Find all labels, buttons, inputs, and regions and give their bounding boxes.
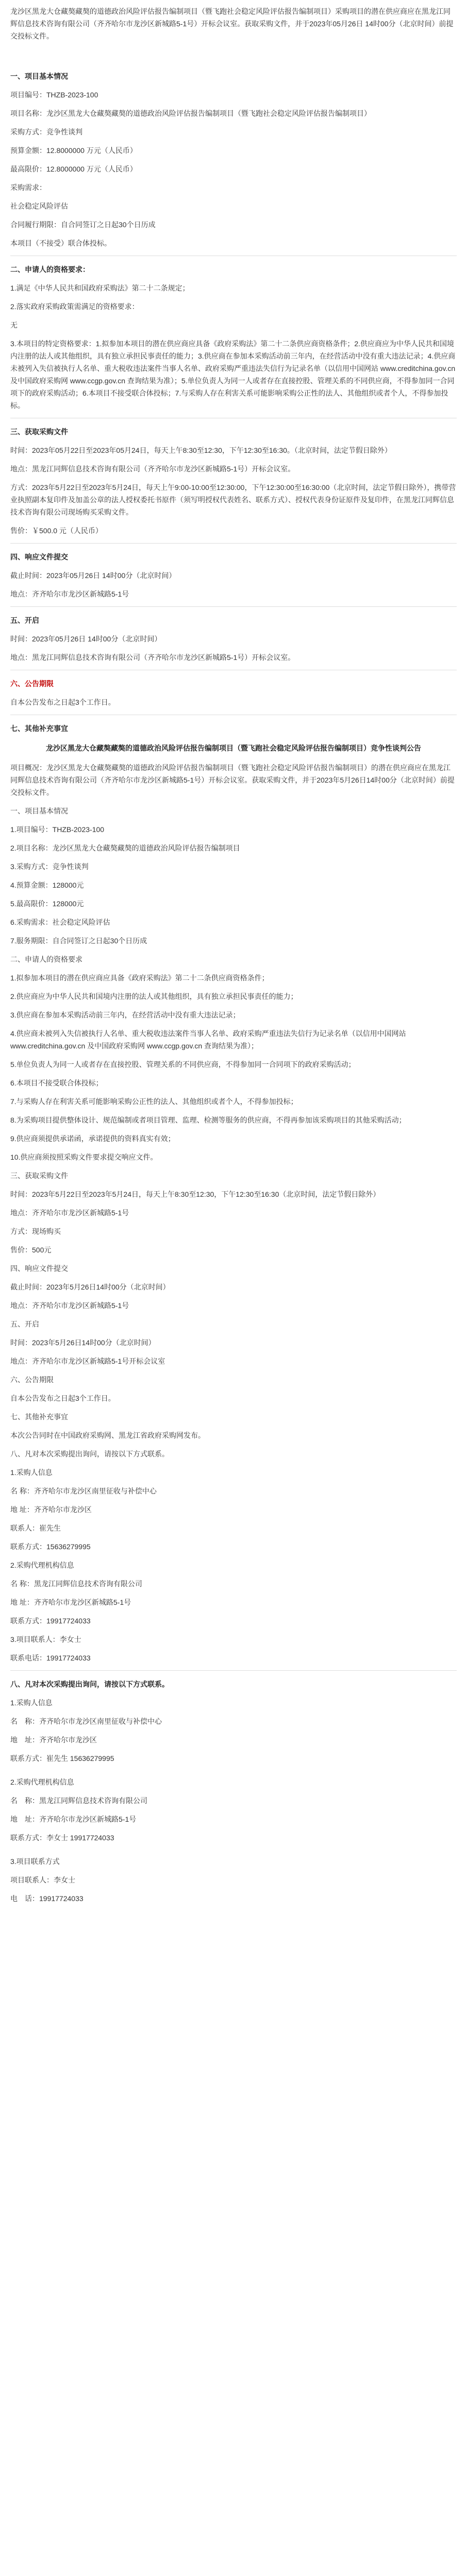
section-title: 二、申请人的资格要求：	[10, 265, 90, 274]
supplement-line: 7.服务期限：自合同签订之日起30个日历成	[10, 937, 147, 945]
section-title: 五、开启	[10, 616, 39, 624]
opening-time: 时间：2023年05月26日 14时00分（北京时间）	[10, 635, 162, 643]
section-contact	[10, 1678, 457, 1905]
section-title: 八、凡对本次采购提出询问，请按以下方式联系。	[10, 1680, 169, 1688]
supplement-line: 3.项目联系人：李女士	[10, 1635, 81, 1643]
purchaser-address: 地 址：齐齐哈尔市龙沙区	[10, 1736, 97, 1744]
divider	[10, 543, 457, 544]
opening-location: 地点：黑龙江同辉信息技术咨询有限公司（齐齐哈尔市龙沙区新城路5-1号）开标会议室。	[10, 653, 295, 662]
intro-paragraph: 龙沙区黑龙大仓藏獒藏獒的道德政治风险评估报告编制项目（暨飞跑社会稳定风险评估报告编制项目）采购项目的潜在供应商应在黑龙江同辉信息技术咨询有限公司（齐齐哈尔市龙沙区新城路5-1号）开标会议室。获取采购文件，并于2023年05月26日 14时00分（北京时间）前提交投标文件。	[10, 7, 454, 40]
qualification-item: 2.落实政府采购政策需满足的资格要求：	[10, 302, 139, 311]
project-contact: 项目联系人：李女士	[10, 1876, 75, 1884]
agency-address: 地 址：齐齐哈尔市龙沙区新城路5-1号	[10, 1815, 137, 1823]
supplement-line: 6.本项目不接受联合体投标；	[10, 1079, 103, 1087]
section-qualifications	[10, 263, 457, 412]
supplement-body	[10, 761, 457, 1664]
supplement-line: 4.预算金额：128000元	[10, 881, 84, 889]
project-phone: 电 话：19917724033	[10, 1894, 84, 1903]
agency-heading: 2.采购代理机构信息	[10, 1778, 74, 1786]
document-title: 龙沙区黑龙大仓藏獒藏獒的道德政治风险评估报告编制项目（暨飞跑社会稳定风险评估报告编制项目）竞争性谈判公告	[46, 744, 421, 752]
supplement-line: 六、公告期限	[10, 1376, 54, 1384]
section-submission	[10, 551, 457, 600]
supplement-line: 方式：现场购买	[10, 1227, 61, 1235]
supplement-line: 时间：2023年5月26日14时00分（北京时间）	[10, 1338, 156, 1347]
obtain-price: 售价：￥500.0 元（人民币）	[10, 527, 103, 535]
supplement-line: 地点：齐齐哈尔市龙沙区新城路5-1号开标会议室	[10, 1357, 165, 1365]
supplement-line: 售价：500元	[10, 1246, 52, 1254]
supplement-line: 5.最高限价：128000元	[10, 900, 84, 908]
supplement-line: 一、项目基本情况	[10, 807, 68, 815]
price-ceiling: 最高限价：12.8000000 万元（人民币）	[10, 165, 137, 173]
procurement-needs-label: 采购需求：	[10, 183, 46, 192]
supplement-line: 七、其他补充事宜	[10, 1413, 68, 1421]
supplement-line: 2.采购代理机构信息	[10, 1561, 74, 1569]
supplement-line: 10.供应商须按照采购文件要求提交响应文件。	[10, 1153, 158, 1161]
consortium-note: 本项目（不接受）联合体投标。	[10, 239, 111, 247]
section-title: 四、响应文件提交	[10, 553, 68, 561]
divider	[10, 1670, 457, 1671]
submission-location: 地点：齐齐哈尔市龙沙区新城路5-1号	[10, 590, 129, 598]
supplement-line: 4.供应商未被列入失信被执行人名单、重大税收违法案件当事人名单、政府采购严重违法失信行为记录名单（以信用中国网站 www.creditchina.gov.cn 及中国政府采购网 www.ccgp.gov.cn 查询结果为准）；	[10, 1029, 406, 1050]
purchaser-name: 名 称：齐齐哈尔市龙沙区南里征收与补偿中心	[10, 1717, 162, 1725]
supplement-line: 1.拟参加本项目的潜在供应商应具备《政府采购法》第二十二条供应商资格条件；	[10, 974, 269, 982]
supplement-line: 1.项目编号：THZB-2023-100	[10, 825, 105, 834]
project-name: 项目名称：龙沙区黑龙大仓藏獒藏獒的道德政治风险评估报告编制项目（暨飞跑社会稳定风险评估报告编制项目）	[10, 109, 371, 117]
supplement-line: 5.单位负责人为同一人或者存在直接控股、管理关系的不同供应商，不得参加同一合同项下的政府采购活动；	[10, 1060, 356, 1069]
section-title: 三、获取采购文件	[10, 428, 68, 436]
obtain-time: 时间：2023年05月22日至2023年05月24日，每天上午8:30至12:30，下午12:30至16:30。（北京时间，法定节假日除外）	[10, 446, 392, 454]
procurement-needs: 社会稳定风险评估	[10, 202, 68, 210]
supplement-line: 联系人：崔先生	[10, 1524, 61, 1532]
supplement-line: 五、开启	[10, 1320, 39, 1328]
section-opening	[10, 614, 457, 664]
section-title: 七、其他补充事宜	[10, 724, 68, 733]
supplement-line: 时间：2023年5月22日至2023年5月24日，每天上午8:30至12:30，下午12:30至16:30（北京时间，法定节假日除外）	[10, 1190, 380, 1198]
project-number: 项目编号：THZB-2023-100	[10, 91, 98, 99]
supplement-line: 3.采购方式：竞争性谈判	[10, 862, 89, 871]
budget-amount: 预算金额：12.8000000 万元（人民币）	[10, 146, 137, 155]
supplement-line: 截止时间：2023年5月26日14时00分（北京时间）	[10, 1283, 170, 1291]
obtain-location: 地点：黑龙江同辉信息技术咨询有限公司（齐齐哈尔市龙沙区新城路5-1号）开标会议室。	[10, 465, 295, 473]
supplement-line: 1.采购人信息	[10, 1468, 53, 1477]
section-obtain-documents	[10, 426, 457, 537]
supplement-line: 地 址：齐齐哈尔市龙沙区新城路5-1号	[10, 1598, 131, 1606]
supplement-line: 自本公告发布之日起3个工作日。	[10, 1394, 115, 1402]
supplement-line: 6.采购需求：社会稳定风险评估	[10, 918, 110, 926]
contract-period: 合同履行期限：自合同签订之日起30个日历成	[10, 221, 156, 229]
supplement-line: 地点：齐齐哈尔市龙沙区新城路5-1号	[10, 1209, 129, 1217]
submission-deadline: 截止时间：2023年05月26日 14时00分（北京时间）	[10, 571, 176, 580]
agency-phone: 联系方式：李女士 19917724033	[10, 1834, 114, 1842]
purchaser-heading: 1.采购人信息	[10, 1699, 53, 1707]
supplement-line: 八、凡对本次采购提出询问，请按以下方式联系。	[10, 1450, 169, 1458]
supplement-line: 8.为采购项目提供整体设计、规范编制或者项目管理、监理、检测等服务的供应商，不得再参加该采购项目的其他采购活动；	[10, 1116, 406, 1124]
supplement-line: 地点：齐齐哈尔市龙沙区新城路5-1号	[10, 1301, 129, 1310]
qualification-item: 1.满足《中华人民共和国政府采购法》第二十二条规定；	[10, 284, 190, 292]
procurement-method: 采购方式：竞争性谈判	[10, 128, 82, 136]
qualification-item: 3.本项目的特定资格要求：1.拟参加本项目的潜在供应商应具备《政府采购法》第二十二条供应商资格条件；2.供应商应为中华人民共和国境内注册的法人或其他组织，具有独立承担民事责任的能力；3.供应商在参加本采购活动前三年内，在经营活动中没有重大违法记录；4.供应商未被列入失信被执行人名单、重大税收违法案件当事人名单、政府采购严重违法失信行为记录名单（以信用中国网站 www.creditchina.gov.cn 及中国政府采购网 www.ccgp.gov.cn 查询结果为准）；5.单位负责人为同一人或者存在直接控股、管理关系的不同供应商，不得参加同一合同项下的政府采购活动；6.本项目不接受联合体投标；7.与采购人存在利害关系可能影响采购公正性的法人、其他组织或者个人，不得参加投标。	[10, 340, 456, 410]
agency-name: 名 称：黑龙江同辉信息技术咨询有限公司	[10, 1797, 147, 1805]
section-title: 六、公告期限	[10, 680, 54, 688]
qualification-item: 无	[10, 321, 18, 329]
announcement-period: 自本公告发布之日起3个工作日。	[10, 698, 115, 706]
supplement-line: 本次公告同时在中国政府采购网、黑龙江省政府采购网发布。	[10, 1431, 205, 1439]
section-announcement-period	[10, 677, 457, 708]
supplement-line: 联系方式：19917724033	[10, 1617, 91, 1625]
supplement-line: 名 称：齐齐哈尔市龙沙区南里征收与补偿中心	[10, 1487, 157, 1495]
supplement-line: 名 称：黑龙江同辉信息技术咨询有限公司	[10, 1580, 142, 1588]
supplement-line: 三、获取采购文件	[10, 1172, 68, 1180]
supplement-line: 2.项目名称：龙沙区黑龙大仓藏獒藏獒的道德政治风险评估报告编制项目	[10, 844, 240, 852]
section-basic-info	[10, 70, 457, 249]
supplement-line: 项目概况：龙沙区黑龙大仓藏獒藏獒的道德政治风险评估报告编制项目（暨飞跑社会稳定风险评估报告编制项目）的潜在供应商应在黑龙江同辉信息技术咨询有限公司（齐齐哈尔市龙沙区新城路5-1号）开标会议室。获取采购文件，并于2023年5月26日14时00分（北京时间）前提交投标文件。	[10, 764, 455, 796]
supplement-line: 3.供应商在参加本采购活动前三年内，在经营活动中没有重大违法记录；	[10, 1011, 240, 1019]
divider	[10, 606, 457, 607]
supplement-line: 联系电话：19917724033	[10, 1654, 91, 1662]
supplement-line: 二、申请人的资格要求	[10, 955, 82, 963]
project-contact-heading: 3.项目联系方式	[10, 1857, 60, 1866]
supplement-line: 7.与采购人存在利害关系可能影响采购公正性的法人、其他组织或者个人，不得参加投标；	[10, 1097, 298, 1106]
supplement-line: 联系方式：15636279995	[10, 1543, 91, 1551]
purchaser-phone: 联系方式：崔先生 15636279995	[10, 1754, 114, 1762]
supplement-line: 2.供应商应为中华人民共和国境内注册的法人或其他组织，具有独立承担民事责任的能力；	[10, 992, 298, 1001]
supplement-line: 四、响应文件提交	[10, 1264, 68, 1273]
supplement-line: 地 址：齐齐哈尔市龙沙区	[10, 1505, 92, 1514]
supplement-line: 9.供应商须提供承诺函，承诺提供的资料真实有效；	[10, 1134, 175, 1143]
section-supplement	[10, 722, 457, 1664]
obtain-method: 方式：2023年5月22日至2023年5月24日，每天上午9:00-10:00至12:30:00，下午12:30:00至16:30:00（北京时间，法定节假日除外），携带营业执照副本复印件及加盖公章的法人授权委托书原件（须写明授权代表姓名、联系方式）、授权代表身份证原件及复印件，在黑龙江同辉信息技术咨询有限公司现场购买采购文件。	[10, 483, 456, 516]
section-title: 一、项目基本情况	[10, 72, 68, 80]
